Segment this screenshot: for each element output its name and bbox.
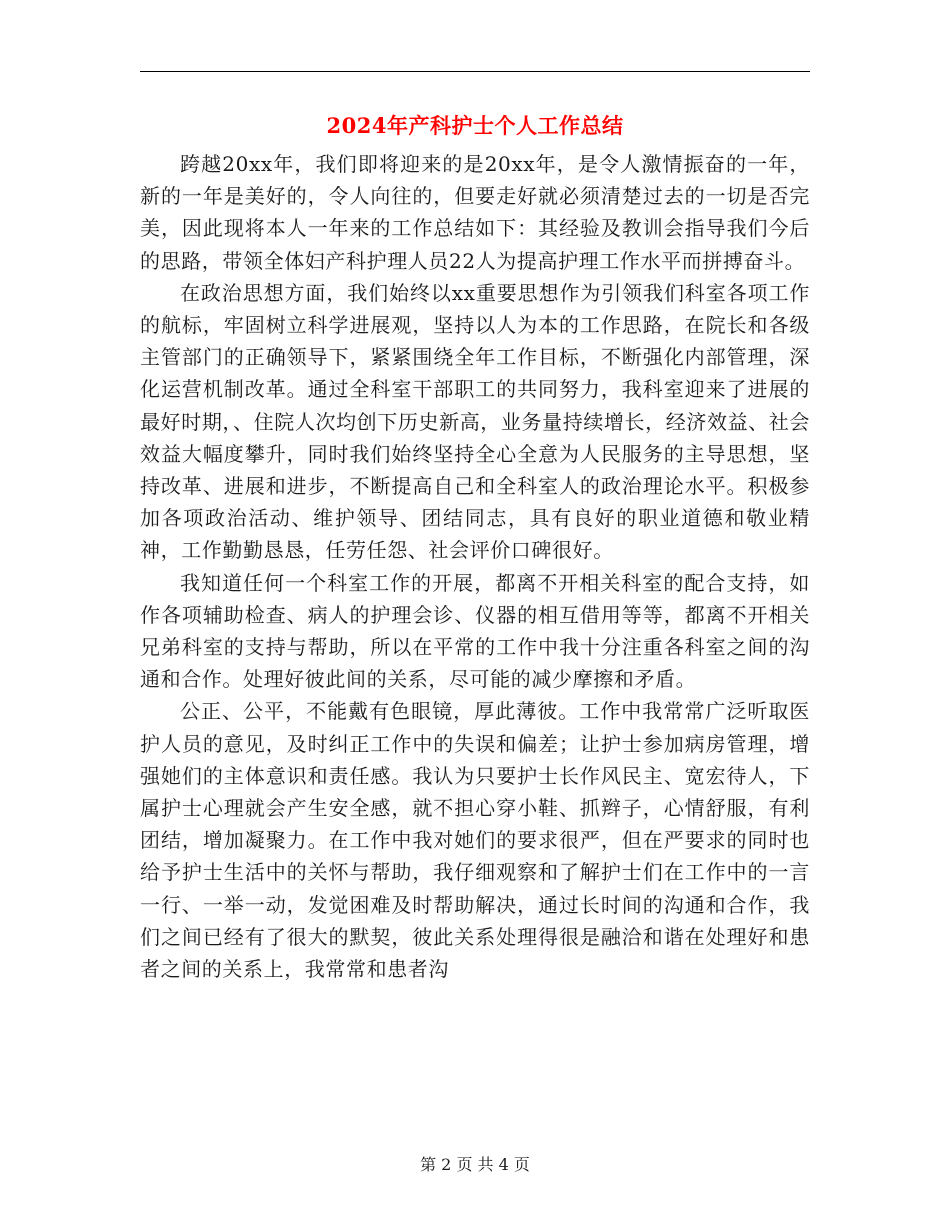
document-body xyxy=(140,148,810,985)
page-number: 第 2 页 共 4 页 xyxy=(420,1155,530,1174)
body-paragraph-2: 在政治思想方面，我们始终以xx重要思想作为引领我们科室各项工作的航标，牢固树立科学进展观，坚持以人为本的工作思路，在院长和各级主管部门的正确领导下，紧紧围绕全年工作目标，不断强化内部管理，深化运营机制改革。通过全科室干部职工的共同努力，我科室迎来了进展的最好时期，、住院人次均创下历史新高，业务量持续增长，经济效益、社会效益大幅度攀升，同时我们始终坚持全心全意为人民服务的主导思想，坚持改革、进展和进步，不断提高自己和全科室人的政治理论水平。积极参加各项政治活动、维护领导、团结同志，具有良好的职业道德和敬业精神，工作勤勤恳恳，任劳任怨、社会评价口碑很好。 xyxy=(140,280,810,563)
body-paragraph-4: 公正、公平，不能戴有色眼镜，厚此薄彼。工作中我常常广泛听取医护人员的意见，及时纠正工作中的失误和偏差；让护士参加病房管理，增强她们的主体意识和责任感。我认为只要护士长作风民主、宽宏待人，下属护士心理就会产生安全感，就不担心穿小鞋、抓辫子，心情舒服，有利团结，增加凝聚力。在工作中我对她们的要求很严，但在严要求的同时也给予护士生活中的关怀与帮助，我仔细观察和了解护士们在工作中的一言一行、一举一动，发觉困难及时帮助解决，通过长时间的沟通和合作，我们之间已经有了很大的默契，彼此关系处理得很是融洽和谐在处理好和患者之间的关系上，我常常和患者沟 xyxy=(140,699,810,982)
document-title: 2024年产科护士个人工作总结 xyxy=(326,113,624,138)
page-footer xyxy=(140,1153,810,1177)
body-paragraph-1: 跨越20xx年，我们即将迎来的是20xx年，是令人激情振奋的一年，新的一年是美好的，令人向往的，但要走好就必须清楚过去的一切是否完美，因此现将本人一年来的工作总结如下：其经验及教训会指导我们今后的思路，带领全体妇产科护理人员22人为提高护理工作水平而拼搏奋斗。 xyxy=(140,152,810,273)
header-rule xyxy=(140,71,810,72)
body-paragraph-3: 我知道任何一个科室工作的开展，都离不开相关科室的配合支持，如作各项辅助检查、病人的护理会诊、仪器的相互借用等等，都离不开相关兄弟科室的支持与帮助，所以在平常的工作中我十分注重各科室之间的沟通和合作。处理好彼此间的关系，尽可能的减少摩擦和矛盾。 xyxy=(140,570,810,692)
